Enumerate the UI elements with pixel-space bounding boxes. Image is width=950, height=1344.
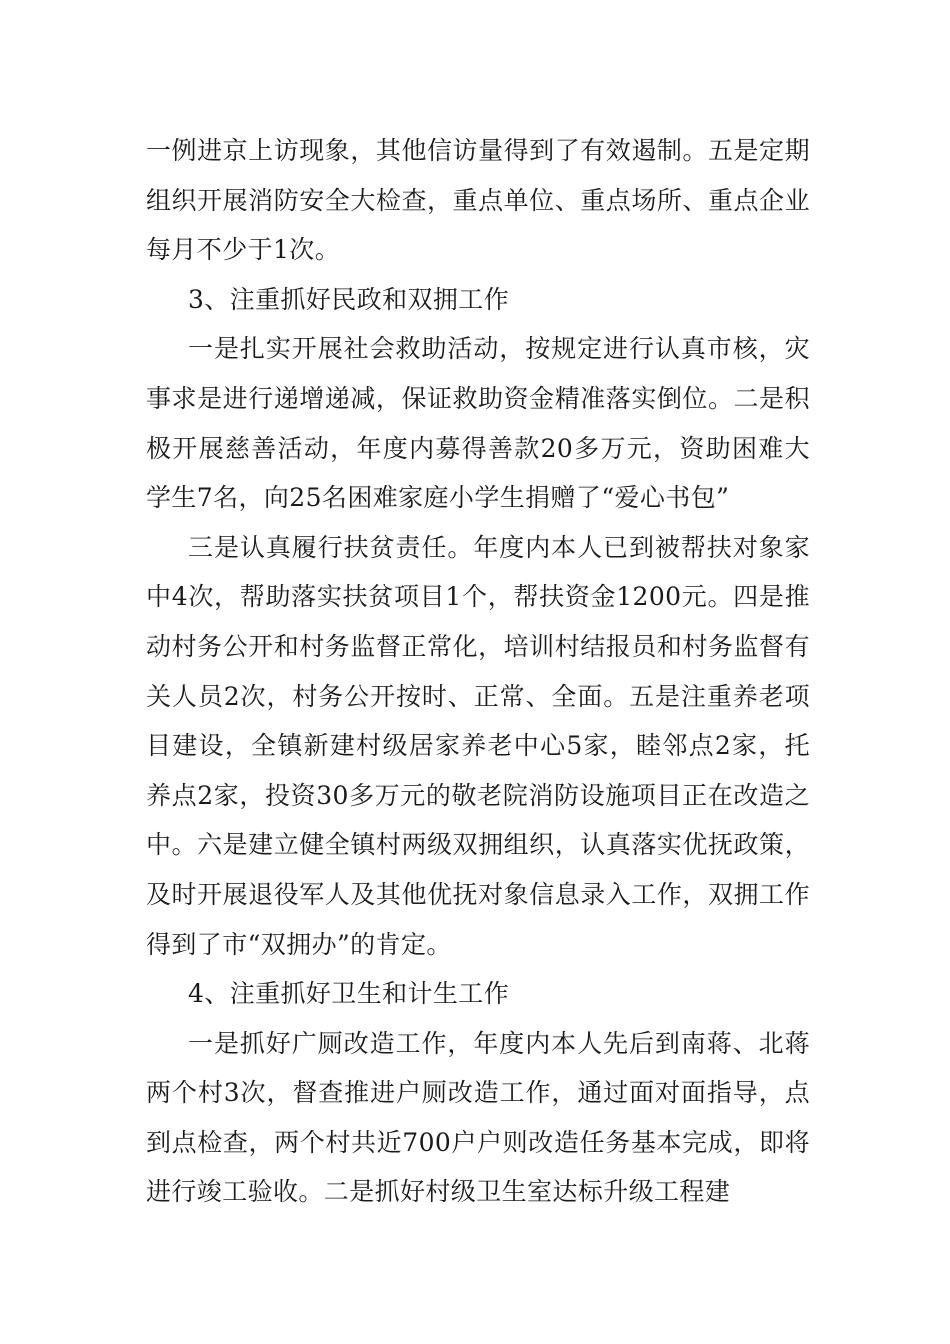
paragraph-poverty-relief: 三是认真履行扶贫责任。年度内本人已到被帮扶对象家中4次，帮助落实扶贫项目1个，帮扶资金1200元。四是推动村务公开和村务监督正常化，培训村结报员和村务监督有关人员2次，村务公开按时、正常、全面。五是注重养老项目建设，全镇新建村级居家养老中心5家，睦邻点2家，托养点2家，投资30多万元的敬老院消防设施项目正在改造之中。六是建立健全镇村两级双拥组织，认真落实优抚政策，及时开展退役军人及其他优抚对象信息录入工作，双拥工作得到了市“双拥办”的肯定。 [146, 532, 810, 959]
paragraph-social-assistance: 一是扎实开展社会救助活动，按规定进行认真市核，灾事求是进行递增递减，保证救助资金精准落实倒位。二是积极开展慈善活动，年度内募得善款20多万元，资助困难大学生7名，向25名困难家庭小学生捐赠了“爱心书包” [146, 334, 810, 513]
document-page [146, 126, 810, 1217]
section-heading-3: 3、注重抓好民政和双拥工作 [188, 284, 510, 314]
paragraph-continued: 一例进京上访现象，其他信访量得到了有效遏制。五是定期组织开展消防安全大检查，重点单位、重点场所、重点企业每月不少于1次。 [146, 136, 810, 265]
paragraph-toilet-renovation: 一是抓好广厕改造工作，年度内本人先后到南蒋、北蒋两个村3次，督查推进户厕改造工作，通过面对面指导，点到点检查，两个村共近700户户则改造任务基本完成，即将进行竣工验收。二是抓好村级卫生室达标升级工程建 [146, 1028, 810, 1207]
section-heading-4: 4、注重抓好卫生和计生工作 [188, 979, 510, 1009]
